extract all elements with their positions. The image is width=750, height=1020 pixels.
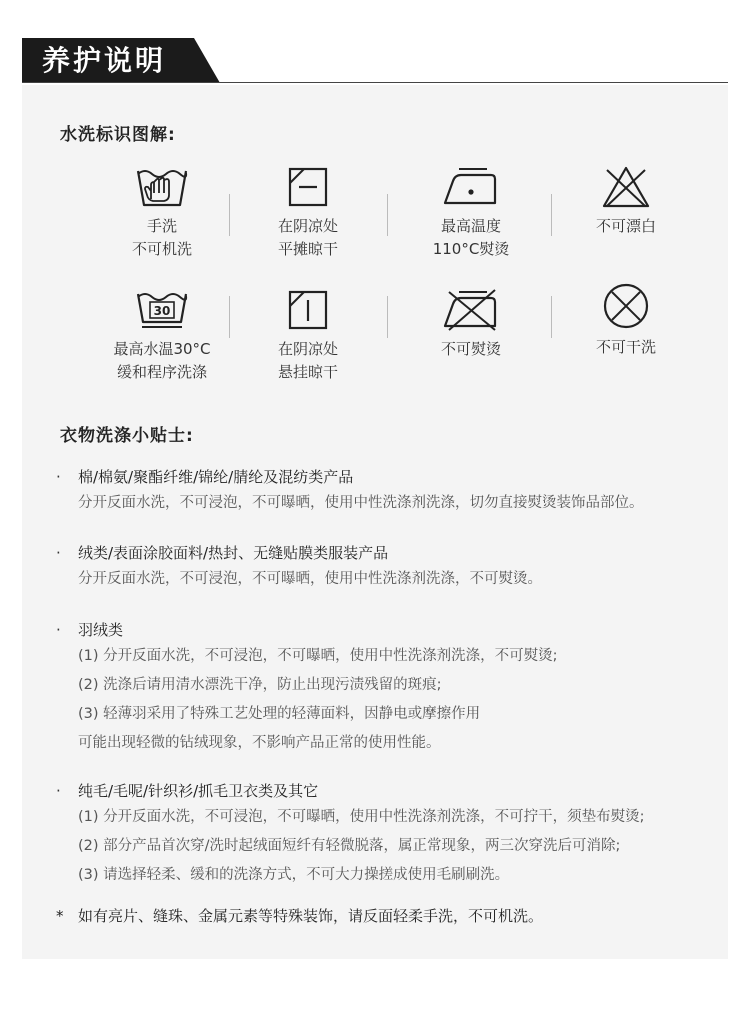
tip-title xyxy=(56,618,726,642)
do-not-bleach-icon xyxy=(601,165,651,209)
care-symbol xyxy=(396,165,546,261)
tip-line: 分开反面水洗，不可浸泡，不可曝晒，使用中性洗涤剂洗涤，不可熨烫。 xyxy=(78,571,542,587)
bullet: · xyxy=(56,544,61,562)
line-dry-in-shade-icon xyxy=(286,288,330,332)
divider xyxy=(387,194,388,236)
do-not-dry-clean-icon xyxy=(601,280,651,332)
symbol-label-line2: 110°C熨烫 xyxy=(432,240,510,258)
tip-item xyxy=(56,465,726,518)
symbol-label-line2: 不可机洗 xyxy=(131,240,192,258)
symbols-section-title: 水洗标识图解: xyxy=(60,125,176,145)
symbol-label-line2: 悬挂晾干 xyxy=(277,363,338,381)
do-not-iron-icon xyxy=(441,288,501,332)
care-symbol-grid xyxy=(22,85,728,405)
bullet: · xyxy=(56,468,61,486)
note-text: 如有亮片、缝珠、金属元素等特殊装饰，请反面轻柔手洗，不可机洗。 xyxy=(78,907,544,925)
care-symbol xyxy=(87,165,237,261)
symbol-label-line2: 缓和程序洗涤 xyxy=(116,363,207,381)
care-symbol xyxy=(396,288,546,361)
tip-title xyxy=(56,779,726,803)
tip-line: (2) 洗涤后请用清水漂洗干净，防止出现污渍残留的斑痕; xyxy=(78,677,442,693)
tips-section-title: 衣物洗涤小贴士: xyxy=(60,426,194,446)
symbol-label-line1: 在阴凉处 xyxy=(277,340,338,358)
iron-max-110-icon xyxy=(441,165,501,209)
symbol-label-line1: 最高温度 xyxy=(440,217,501,235)
care-symbol xyxy=(551,280,701,359)
hand-wash-icon xyxy=(134,165,190,209)
symbol-label-line1: 在阴凉处 xyxy=(277,217,338,235)
tip-line: (1) 分开反面水洗，不可浸泡，不可曝晒，使用中性洗涤剂洗涤，不可熨烫; xyxy=(78,648,558,664)
divider xyxy=(229,194,230,236)
care-symbol xyxy=(233,165,383,261)
note-star: * xyxy=(56,907,64,925)
tip-line: (3) 轻薄羽采用了特殊工艺处理的轻薄面料，因静电或摩擦作用 xyxy=(78,706,481,722)
page-title: 养护说明 xyxy=(42,44,167,77)
symbol-label-line1: 不可漂白 xyxy=(595,217,656,235)
tip-item xyxy=(56,779,726,890)
dry-flat-in-shade-icon xyxy=(286,165,330,209)
tip-title-text: 羽绒类 xyxy=(78,621,124,639)
bullet: · xyxy=(56,782,61,800)
care-symbol xyxy=(551,165,701,238)
symbol-label-line1: 不可干洗 xyxy=(595,338,656,356)
symbol-label-line1: 最高水温30°C xyxy=(113,340,211,358)
tip-line: 分开反面水洗，不可浸泡，不可曝晒，使用中性洗涤剂洗涤，切勿直接熨烫装饰品部位。 xyxy=(78,495,644,511)
symbol-label-line2: 平摊晾干 xyxy=(277,240,338,258)
tip-title-text: 纯毛/毛呢/针织衫/抓毛卫衣类及其它 xyxy=(78,782,319,800)
care-symbol xyxy=(233,288,383,384)
tip-title xyxy=(56,465,726,489)
care-symbol xyxy=(87,288,237,384)
header-rule xyxy=(22,82,728,83)
tip-line: 可能出现轻微的钻绒现象，不影响产品正常的使用性能。 xyxy=(78,735,441,751)
divider xyxy=(387,296,388,338)
header xyxy=(22,38,728,84)
symbol-label-line1: 不可熨烫 xyxy=(440,340,501,358)
special-note xyxy=(56,905,543,926)
symbol-label-line1: 手洗 xyxy=(146,217,177,235)
divider xyxy=(229,296,230,338)
tip-item xyxy=(56,618,726,758)
bullet: · xyxy=(56,621,61,639)
tip-line: (3) 请选择轻柔、缓和的洗涤方式，不可大力操搓成使用毛刷刷洗。 xyxy=(78,867,510,883)
tip-line: (2) 部分产品首次穿/洗时起绒面短纤有轻微脱落，属正常现象，两三次穿洗后可消除; xyxy=(78,838,621,854)
tip-item xyxy=(56,541,726,594)
wash-temp-text: 30 xyxy=(153,304,171,318)
care-panel xyxy=(22,85,728,959)
wash-30-gentle-icon xyxy=(134,288,190,332)
tip-line: (1) 分开反面水洗，不可浸泡，不可曝晒，使用中性洗涤剂洗涤，不可拧干，须垫布熨烫; xyxy=(78,809,645,825)
tip-title xyxy=(56,541,726,565)
tip-title-text: 棉/棉氨/聚酯纤维/锦纶/腈纶及混纺类产品 xyxy=(78,468,354,486)
tip-title-text: 绒类/表面涂胶面料/热封、无缝贴膜类服装产品 xyxy=(78,544,389,562)
